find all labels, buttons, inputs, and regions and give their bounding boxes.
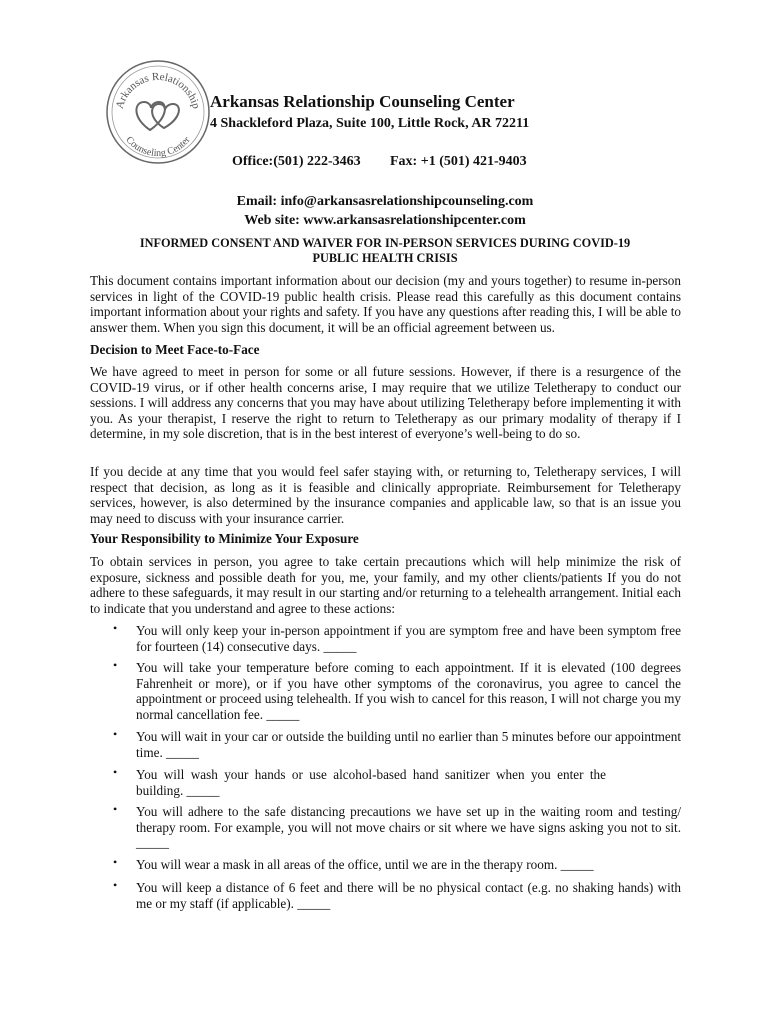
list-item: You will wait in your car or outside the building until no earlier than 5 minutes before our appointment time. _____: [136, 729, 681, 760]
list-item: You will wash your hands or use alcohol-based hand sanitizer when you enter the building. _____: [136, 767, 606, 798]
website-address: Web site: www.arkansasrelationshipcenter.com: [244, 213, 526, 228]
bullet-marker: •: [113, 878, 118, 892]
list-item: You will take your temperature before coming to each appointment. If it is elevated (100 degrees Fahrenheit or more), or if you have other symptoms of the coronavirus, you agree to cancel the appointment or proceed using telehealth. If you wish to cancel for this reason, I will not charge you my normal cancellation fee. _____: [136, 660, 681, 722]
bullet-marker: •: [113, 727, 118, 741]
bullet-marker: •: [113, 802, 118, 816]
organization-logo: [104, 58, 212, 166]
section1-paragraph-2: If you decide at any time that you would feel safer staying with, or returning to, Teletherapy services, I will respect that decision, as long as it is feasible and clinically appropriate. Reimbursement for Teletherapy services, however, is also determined by the insurance companies and applicable law, so that is an issue you may need to discuss with your insurance carrier.: [90, 464, 681, 526]
bullet-marker: •: [113, 855, 118, 869]
document-title-line2: PUBLIC HEALTH CRISIS: [312, 251, 458, 265]
intro-paragraph: This document contains important information about our decision (my and yours together) to resume in-person services in light of the COVID-19 public health crisis. Please read this carefully as this document contains important information about your rights and safety. If you have any questions after reading this, I will be able to answer them. When you sign this document, it will be an official agreement between us.: [90, 273, 681, 335]
email-address: Email: info@arkansasrelationshipcounseling.com: [236, 194, 534, 209]
bullet-marker: •: [113, 658, 118, 672]
fax-number: Fax: +1 (501) 421-9403: [390, 154, 527, 169]
bullet-marker: •: [113, 765, 118, 779]
list-item: You will adhere to the safe distancing precautions we have set up in the waiting room and testing/ therapy room. For example, you will not move chairs or sit where we have signs asking you not to sit. _____: [136, 804, 681, 851]
section-heading-responsibility: Your Responsibility to Minimize Your Exposure: [90, 531, 359, 546]
section-heading-face-to-face: Decision to Meet Face-to-Face: [90, 342, 260, 357]
org-name: Arkansas Relationship Counseling Center: [210, 92, 515, 111]
org-address: 4 Shackleford Plaza, Suite 100, Little Rock, AR 72211: [210, 116, 530, 131]
office-phone: Office:(501) 222-3463: [232, 154, 361, 169]
logo-top-text: Arkansas Relationship: [113, 70, 203, 111]
section2-paragraph-1: To obtain services in person, you agree to take certain precautions which will help minimize the risk of exposure, sickness and possible death for you, me, your family, and my other clients/patients If you do not adhere to these safeguards, it may result in our starting and/or returning to a telehealth arrangement. Initial each to indicate that you understand and agree to these actions:: [90, 554, 681, 616]
svg-text:Counseling Center: [123, 134, 193, 159]
list-item: You will wear a mask in all areas of the office, until we are in the therapy room. _____: [136, 857, 594, 872]
bullet-marker: •: [113, 621, 118, 635]
list-item: You will keep a distance of 6 feet and there will be no physical contact (e.g. no shaking hands) with me or my staff (if applicable). _____: [136, 880, 681, 911]
list-item: You will only keep your in-person appointment if you are symptom free and have been symptom free for fourteen (14) consecutive days. _____: [136, 623, 681, 654]
two-hearts-icon: [136, 102, 178, 130]
logo-bottom-text: Counseling Center: [123, 134, 193, 160]
document-title-line1: INFORMED CONSENT AND WAIVER FOR IN-PERSON SERVICES DURING COVID-19: [139, 236, 631, 250]
section1-paragraph-1: We have agreed to meet in person for some or all future sessions. However, if there is a resurgence of the COVID-19 virus, or if other health concerns arise, I may require that we utilize Teletherapy to conduct our sessions. I will address any concerns that you may have about utilizing Teletherapy before implementing it with you. As your therapist, I reserve the right to return to Teletherapy as our primary modality of therapy if I determine, in my sole discretion, that is in the best interest of everyone’s well-being to do so.: [90, 364, 681, 442]
